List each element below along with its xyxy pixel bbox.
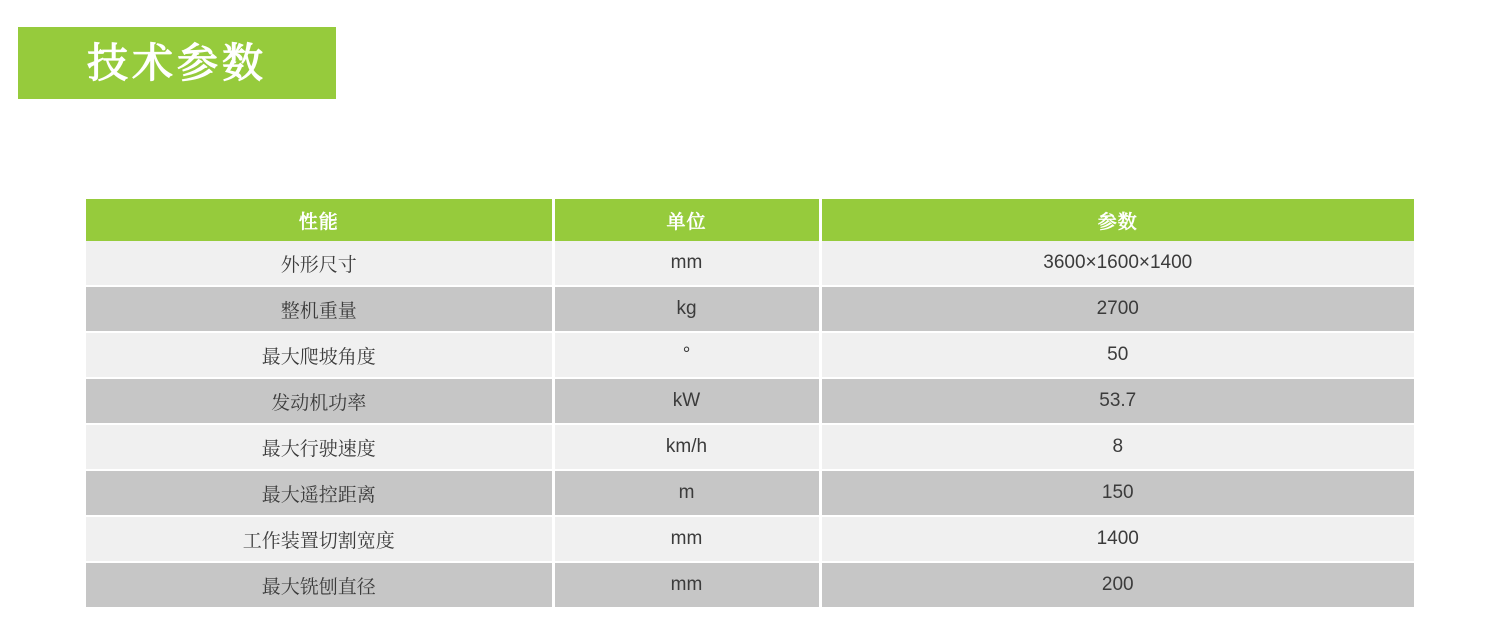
- column-header-performance: 性能: [86, 199, 553, 241]
- cell-value: 50: [820, 332, 1414, 378]
- page-title: 技术参数: [87, 39, 267, 86]
- cell-unit: km/h: [553, 424, 820, 470]
- cell-performance: 发动机功率: [86, 378, 553, 424]
- table-row: [86, 470, 1414, 516]
- cell-unit: mm: [553, 241, 820, 286]
- cell-performance: 最大铣刨直径: [86, 562, 553, 607]
- table-row: [86, 516, 1414, 562]
- cell-performance: 工作装置切割宽度: [86, 516, 553, 562]
- table-row: [86, 562, 1414, 607]
- table-row: [86, 241, 1414, 286]
- cell-value: 8: [820, 424, 1414, 470]
- cell-value: 200: [820, 562, 1414, 607]
- cell-value: 150: [820, 470, 1414, 516]
- column-header-unit: 单位: [553, 199, 820, 241]
- cell-value: 3600×1600×1400: [820, 241, 1414, 286]
- cell-unit: m: [553, 470, 820, 516]
- cell-performance: 最大遥控距离: [86, 470, 553, 516]
- cell-unit: kW: [553, 378, 820, 424]
- cell-unit: mm: [553, 562, 820, 607]
- cell-performance: 最大行驶速度: [86, 424, 553, 470]
- table-body: [86, 241, 1414, 607]
- cell-value: 53.7: [820, 378, 1414, 424]
- table-header-row: [86, 199, 1414, 241]
- technical-specs-table: [86, 199, 1414, 607]
- cell-unit: mm: [553, 516, 820, 562]
- cell-performance: 最大爬坡角度: [86, 332, 553, 378]
- table-row: [86, 424, 1414, 470]
- table-row: [86, 378, 1414, 424]
- cell-unit: °: [553, 332, 820, 378]
- section-title-banner: [18, 27, 336, 99]
- table-header: [86, 199, 1414, 241]
- table-row: [86, 286, 1414, 332]
- cell-value: 2700: [820, 286, 1414, 332]
- table-row: [86, 332, 1414, 378]
- cell-performance: 外形尺寸: [86, 241, 553, 286]
- column-header-parameter: 参数: [820, 199, 1414, 241]
- cell-value: 1400: [820, 516, 1414, 562]
- cell-performance: 整机重量: [86, 286, 553, 332]
- cell-unit: kg: [553, 286, 820, 332]
